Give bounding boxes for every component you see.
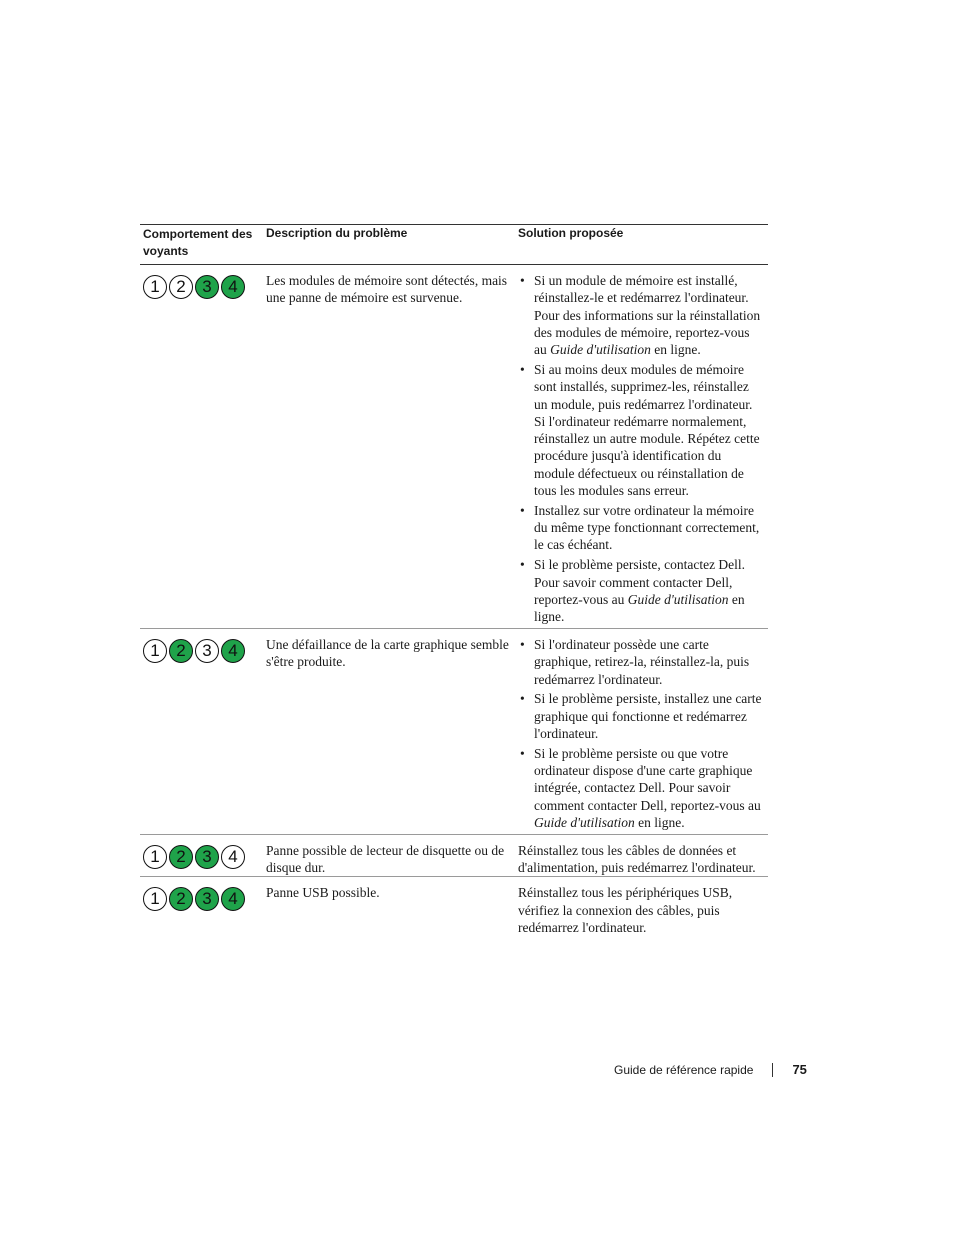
diagnostic-lights [143, 887, 263, 911]
bullet-icon: • [520, 745, 525, 761]
page-footer [614, 1062, 807, 1077]
footer-title: Guide de référence rapide [614, 1062, 754, 1077]
problem-description: Les modules de mémoire sont détectés, mais une panne de mémoire est survenue. [266, 273, 508, 306]
diagnostic-light-1-off: 1 [143, 845, 167, 869]
solution-step [518, 502, 764, 554]
table-row [140, 877, 768, 936]
diagnostic-light-3-on: 3 [195, 845, 219, 869]
suggested-solution [515, 629, 768, 834]
table-row [140, 629, 768, 835]
diagnostic-lights [143, 275, 263, 299]
bullet-icon: • [520, 273, 525, 288]
step-text: Si le problème persiste, contactez Dell. Pour savoir comment contacter Dell, reportez-vous au [534, 557, 746, 607]
diagnostic-lights [143, 639, 263, 663]
diagnostic-lights [143, 845, 263, 869]
document-reference: Guide d'utilisation [627, 591, 729, 607]
diagnostic-light-2-on: 2 [169, 887, 193, 911]
diagnostic-light-3-on: 3 [195, 887, 219, 911]
solution-step [518, 272, 764, 358]
light-pattern-cell [140, 877, 263, 936]
diagnostic-light-3-off: 3 [195, 639, 219, 663]
suggested-solution [515, 877, 768, 936]
diagnostic-lights-table [140, 224, 768, 936]
header-suggested-solution: Solution proposée [518, 226, 624, 240]
bullet-icon: • [520, 557, 525, 573]
diagnostic-light-1-off: 1 [143, 887, 167, 911]
diagnostic-light-4-on: 4 [221, 275, 245, 299]
diagnostic-light-2-on: 2 [169, 845, 193, 869]
step-text: Si l'ordinateur possède une carte graphique, retirez-la, réinstallez-la, puis redémarrez l'ordinateur. [534, 636, 750, 687]
diagnostic-light-3-on: 3 [195, 275, 219, 299]
light-pattern-cell [140, 629, 263, 834]
footer-separator [772, 1063, 773, 1077]
header-problem-description: Description du problème [266, 226, 408, 240]
bullet-icon: • [520, 502, 525, 518]
light-pattern-cell [140, 835, 263, 877]
table-body [140, 265, 768, 936]
diagnostic-light-4-on: 4 [221, 887, 245, 911]
diagnostic-light-4-off: 4 [221, 845, 245, 869]
solution-step [518, 690, 764, 742]
solution-list [518, 272, 764, 625]
diagnostic-light-2-on: 2 [169, 639, 193, 663]
bullet-icon: • [520, 691, 525, 707]
diagnostic-light-2-off: 2 [169, 275, 193, 299]
step-text: en ligne. [634, 814, 685, 830]
diagnostic-light-4-on: 4 [221, 639, 245, 663]
document-reference: Guide d'utilisation [534, 814, 635, 830]
table-row [140, 265, 768, 629]
solution-text: Réinstallez tous les câbles de données et d'alimentation, puis redémarrez l'ordinateur. [518, 842, 756, 875]
suggested-solution [515, 265, 768, 628]
step-text: en ligne. [534, 591, 745, 625]
document-reference: Guide d'utilisation [550, 342, 651, 358]
light-pattern-cell [140, 265, 263, 628]
step-text: Si au moins deux modules de mémoire sont installés, supprimez-les, réinstallez un module, puis redémarrez l'ordinateur. Si l'ordinateur redémarre normalement, réinstallez un autre module. Répétez cette procédure jusqu'à identification du module défectueux ou réinstallation de tous les modules sans erreur. [534, 361, 760, 499]
problem-description: Une défaillance de la carte graphique semble s'être produite. [266, 636, 509, 670]
problem-description: Panne USB possible. [266, 885, 380, 901]
step-text: Si le problème persiste ou que votre ordinateur dispose d'une carte graphique intégrée, contactez Dell. Pour savoir comment contacter Dell, reportez-vous au [534, 745, 761, 813]
solution-text: Réinstallez tous les périphériques USB, vérifiez la connexion des câbles, puis redémarrez l'ordinateur. [518, 885, 733, 935]
bullet-icon: • [520, 636, 525, 652]
solution-step [518, 745, 764, 831]
step-text: Installez sur votre ordinateur la mémoire du même type fonctionnant correctement, le cas échéant. [534, 502, 760, 553]
solution-step [518, 636, 764, 688]
solution-step [518, 556, 764, 625]
problem-description: Panne possible de lecteur de disquette ou de disque dur. [266, 842, 505, 875]
diagnostic-light-1-off: 1 [143, 275, 167, 299]
step-text: Si un module de mémoire est installé, réinstallez-le et redémarrez l'ordinateur. Pour des informations sur la réinstallation des modules de mémoire, reportez-vous au [534, 273, 761, 358]
header-light-behavior: Comportement des voyants [143, 227, 253, 258]
suggested-solution [515, 835, 768, 877]
table-row [140, 835, 768, 878]
step-text: en ligne. [650, 342, 701, 358]
solution-step [518, 361, 764, 499]
step-text: Si le problème persiste, installez une carte graphique qui fonctionne et redémarrez l'ordinateur. [534, 691, 762, 741]
table-header [140, 225, 768, 265]
bullet-icon: • [520, 361, 525, 377]
diagnostic-light-1-off: 1 [143, 639, 167, 663]
page-number: 75 [792, 1062, 807, 1077]
solution-list [518, 636, 764, 831]
